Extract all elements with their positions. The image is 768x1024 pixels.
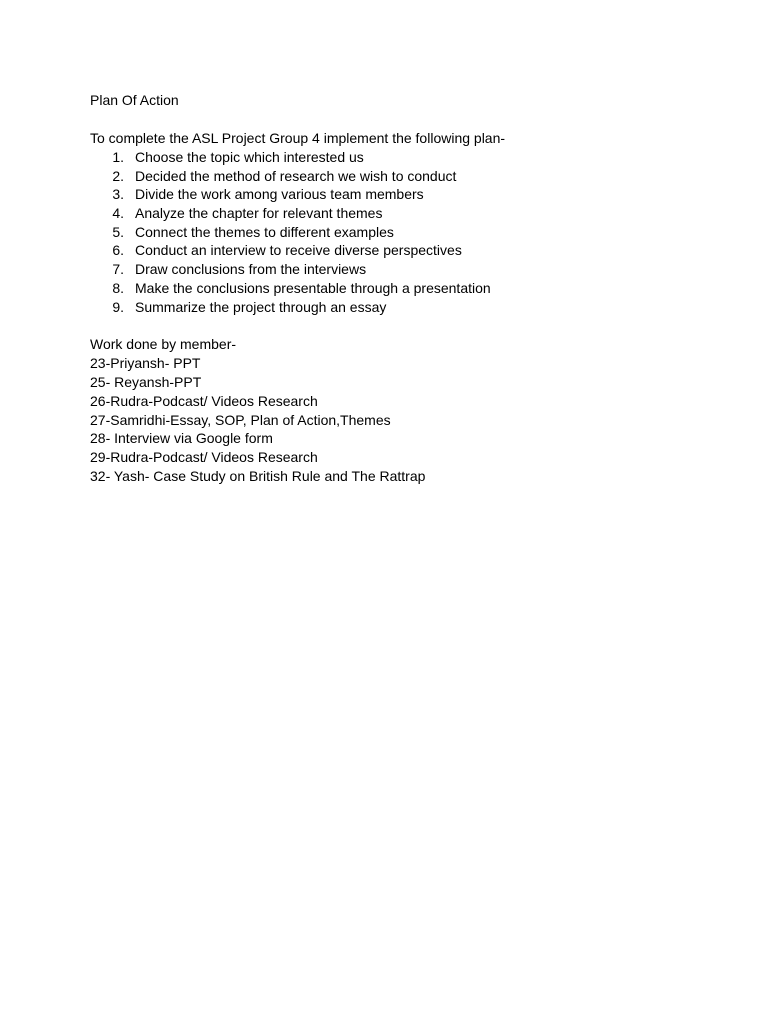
plan-item bbox=[90, 298, 710, 317]
plan-item-number: 7. bbox=[112, 261, 124, 278]
spacer bbox=[90, 316, 710, 335]
plan-item-text: Analyze the chapter for relevant themes bbox=[135, 205, 383, 222]
spacer bbox=[90, 110, 710, 129]
plan-item-number: 3. bbox=[112, 186, 124, 203]
plan-item-text: Draw conclusions from the interviews bbox=[135, 261, 367, 278]
plan-item-number: 5. bbox=[112, 223, 124, 240]
plan-item bbox=[90, 241, 710, 260]
members-list bbox=[90, 354, 710, 486]
plan-item-text: Choose the topic which interested us bbox=[135, 149, 364, 165]
member-entry: 26-Rudra-Podcast/ Videos Research bbox=[90, 392, 318, 409]
member-entry: 27-Samridhi-Essay, SOP, Plan of Action,Themes bbox=[90, 411, 391, 428]
plan-item-number: 1. bbox=[112, 149, 124, 165]
plan-item-text: Make the conclusions presentable through a presentation bbox=[135, 279, 491, 296]
plan-item-number: 8. bbox=[112, 279, 124, 296]
intro-paragraph: To complete the ASL Project Group 4 implement the following plan- bbox=[90, 130, 506, 146]
document-title: Plan Of Action bbox=[90, 92, 179, 108]
member-entry: 23-Priyansh- PPT bbox=[90, 355, 201, 372]
document-body bbox=[90, 91, 710, 486]
plan-item-number: 6. bbox=[112, 242, 124, 259]
plan-item bbox=[90, 223, 710, 242]
plan-item-text: Summarize the project through an essay bbox=[135, 298, 387, 315]
plan-item bbox=[90, 279, 710, 298]
plan-item-text: Decided the method of research we wish to conduct bbox=[135, 167, 457, 184]
plan-item bbox=[90, 148, 710, 167]
member-entry: 28- Interview via Google form bbox=[90, 430, 273, 447]
members-heading: Work done by member- bbox=[90, 336, 237, 353]
plan-item-number: 9. bbox=[112, 298, 124, 315]
plan-item-number: 2. bbox=[112, 167, 124, 184]
plan-item-text: Connect the themes to different examples bbox=[135, 223, 394, 240]
plan-item bbox=[90, 185, 710, 204]
plan-item-text: Divide the work among various team members bbox=[135, 186, 424, 203]
member-entry: 29-Rudra-Podcast/ Videos Research bbox=[90, 449, 318, 466]
plan-item bbox=[90, 260, 710, 279]
plan-list bbox=[90, 148, 710, 316]
member-entry: 25- Reyansh-PPT bbox=[90, 373, 202, 390]
plan-item bbox=[90, 204, 710, 223]
plan-item-number: 4. bbox=[112, 205, 124, 222]
plan-item bbox=[90, 167, 710, 186]
plan-item-text: Conduct an interview to receive diverse perspectives bbox=[135, 242, 462, 259]
member-entry: 32- Yash- Case Study on British Rule and The Rattrap bbox=[90, 467, 426, 484]
